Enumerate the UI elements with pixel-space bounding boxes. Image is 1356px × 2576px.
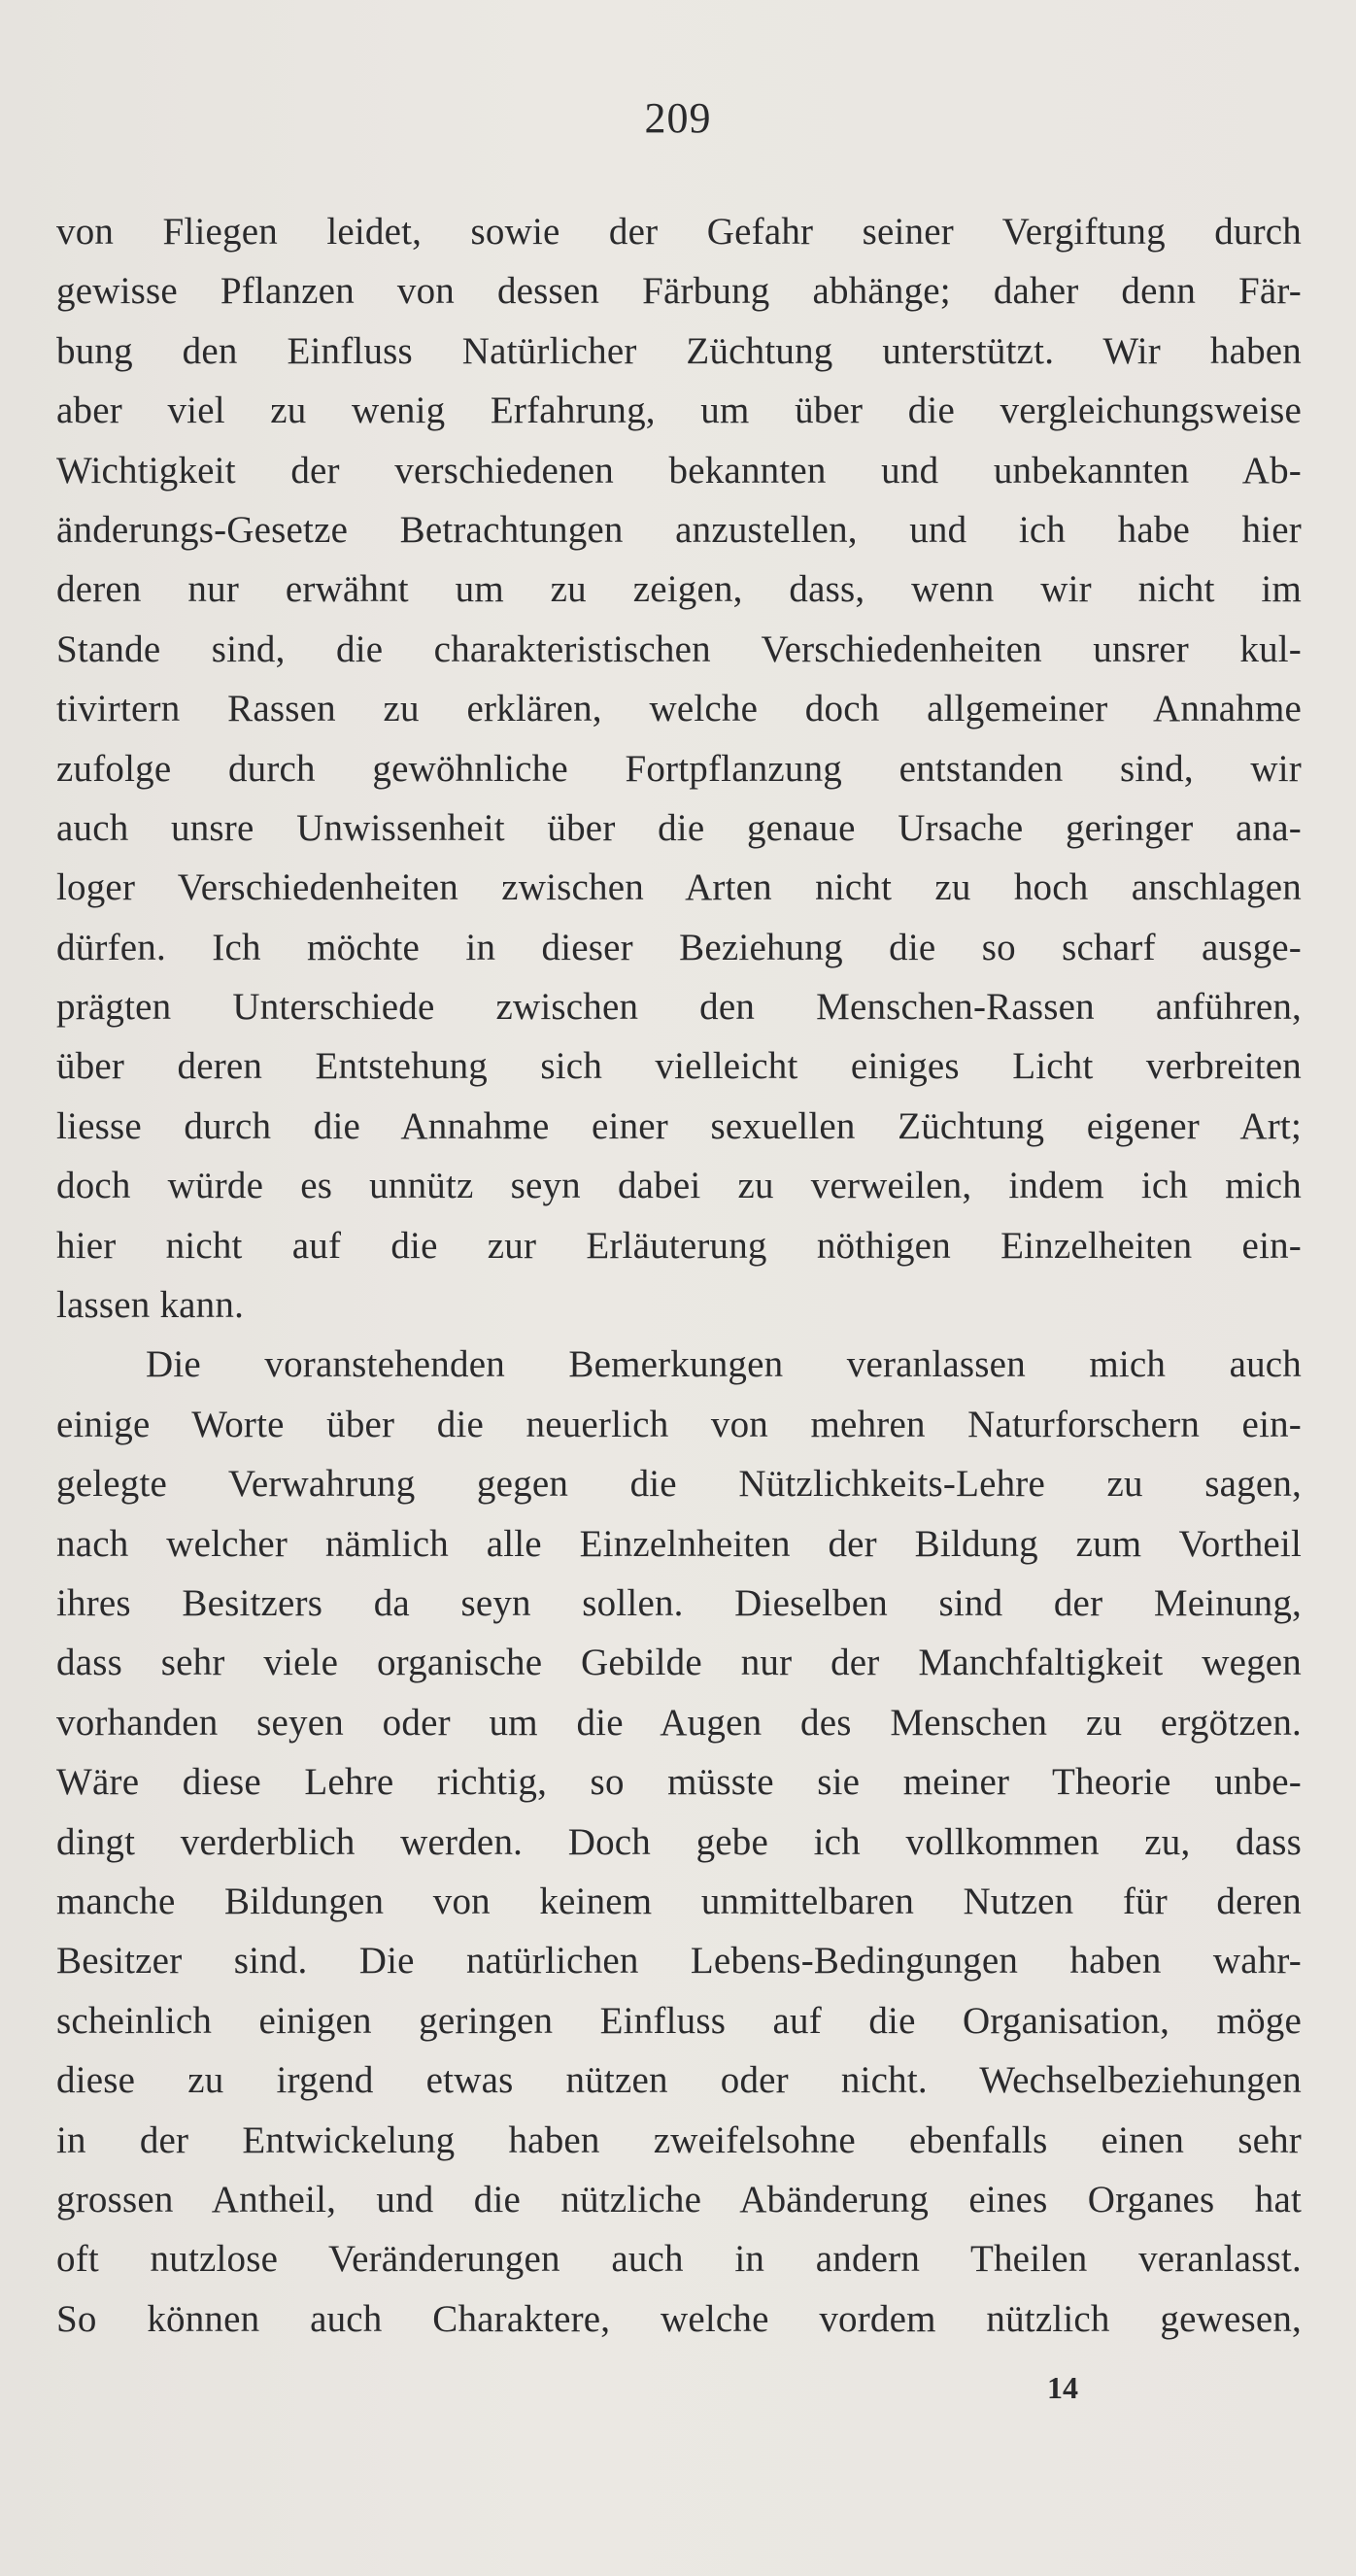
body-text [56,202,1302,2349]
text-line: dingt verderblich werden. Doch gebe ich vollkommen zu, dass [56,1820,1302,1863]
text-line: grossen Antheil, und die nützliche Abänderung eines Organes hat [56,2178,1302,2220]
text-line: aber viel zu wenig Erfahrung, um über die vergleichungsweise [56,390,1302,432]
text-line: doch würde es unnütz seyn dabei zu verweilen, indem ich mich [56,1165,1302,1207]
text-line: lassen kann. [56,1284,245,1327]
text-line: liesse durch die Annahme einer sexuellen Züchtung eigener Art; [56,1104,1302,1147]
page-number: 209 [644,94,712,142]
text-line: Besitzer sind. Die natürlichen Lebens-Bedingungen haben wahr- [56,1940,1302,1983]
text-line: oft nutzlose Veränderungen auch in andern Theilen veranlasst. [56,2238,1302,2281]
text-line: einige Worte über die neuerlich von mehren Naturforschern ein- [56,1403,1302,1445]
text-line: prägten Unterschiede zwischen den Menschen-Rassen anführen, [56,986,1302,1029]
text-line: deren nur erwähnt um zu zeigen, dass, wenn wir nicht im [56,568,1302,611]
text-line: scheinlich einigen geringen Einfluss auf die Organisation, möge [56,1999,1302,2042]
text-line: gewisse Pflanzen von dessen Färbung abhänge; daher denn Fär- [56,270,1302,313]
text-line: änderungs-Gesetze Betrachtungen anzustellen, und ich habe hier [56,508,1302,551]
text-line: Stande sind, die charakteristischen Verschiedenheiten unsrer kul- [56,627,1302,670]
text-line: manche Bildungen von keinem unmittelbaren Nutzen für deren [56,1880,1302,1922]
paragraph [56,202,1302,1335]
text-line: ihres Besitzers da seyn sollen. Dieselben sind der Meinung, [56,1581,1302,1624]
text-line: Wäre diese Lehre richtig, so müsste sie meiner Theorie unbe- [56,1761,1302,1804]
text-line: Wichtigkeit der verschiedenen bekannten und unbekannten Ab- [56,449,1302,491]
text-line: zufolge durch gewöhnliche Fortpflanzung entstanden sind, wir [56,747,1302,790]
text-line: in der Entwickelung haben zweifelsohne ebenfalls einen sehr [56,2118,1302,2161]
text-line: Die voranstehenden Bemerkungen veranlassen mich auch [146,1343,1302,1386]
text-line: hier nicht auf die zur Erläuterung nöthigen Einzelheiten ein- [56,1224,1302,1267]
text-line: nach welcher nämlich alle Einzelnheiten der Bildung zum Vortheil [56,1522,1302,1565]
text-line: bung den Einfluss Natürlicher Züchtung unterstützt. Wir haben [56,329,1302,372]
text-line: gelegte Verwahrung gegen die Nützlichkeits-Lehre zu sagen, [56,1463,1302,1506]
text-line: dürfen. Ich möchte in dieser Beziehung die so scharf ausge- [56,926,1302,968]
text-line: auch unsre Unwissenheit über die genaue Ursache geringer ana- [56,806,1302,849]
text-line: vorhanden seyen oder um die Augen des Menschen zu ergötzen. [56,1701,1302,1744]
text-line: diese zu irgend etwas nützen oder nicht. Wechselbeziehungen [56,2059,1302,2102]
paragraph [56,1335,1302,2349]
text-line: über deren Entstehung sich vielleicht einiges Licht verbreiten [56,1045,1302,1088]
text-line: So können auch Charaktere, welche vordem nützlich gewesen, [56,2297,1302,2340]
text-line: von Fliegen leidet, sowie der Gefahr seiner Vergiftung durch [56,211,1302,253]
signature-mark: 14 [1047,2370,1078,2405]
text-line: tivirtern Rassen zu erklären, welche doch allgemeiner Annahme [56,688,1302,730]
text-line: dass sehr viele organische Gebilde nur der Manchfaltigkeit wegen [56,1642,1302,1684]
text-line: loger Verschiedenheiten zwischen Arten nicht zu hoch anschlagen [56,866,1302,909]
